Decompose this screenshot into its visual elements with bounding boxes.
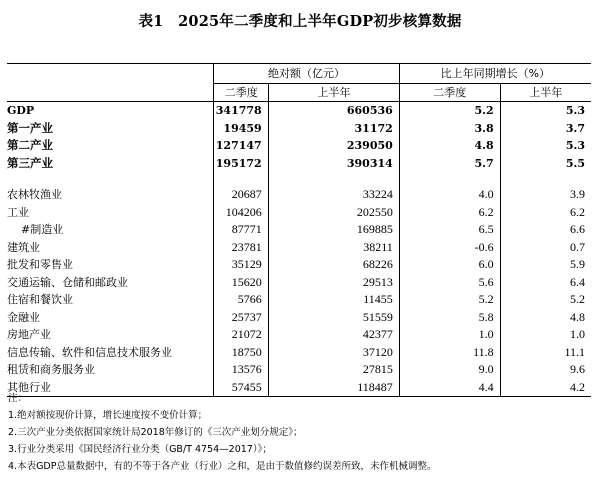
row-label: 批发和零售业 bbox=[7, 258, 73, 271]
cell-growth-q2: 5.2 bbox=[399, 102, 500, 120]
cell-growth-h1: 6.4 bbox=[500, 274, 591, 292]
cell-growth-h1: 3.9 bbox=[500, 186, 591, 204]
note-line: 3.行业分类采用《国民经济行业分类（GB/T 4754—2017）》； bbox=[8, 444, 272, 455]
row-label: 第二产业 bbox=[7, 138, 53, 152]
cell-h1: 31172 bbox=[268, 120, 399, 138]
row-label: #制造业 bbox=[21, 223, 64, 236]
cell-growth-h1: 5.5 bbox=[500, 155, 591, 173]
row-label: 住宿和餐饮业 bbox=[7, 293, 73, 306]
cell-h1: 37120 bbox=[268, 344, 399, 362]
cell-growth-h1: 4.8 bbox=[500, 309, 591, 327]
cell-q2: 87771 bbox=[214, 221, 268, 239]
row-label: 第三产业 bbox=[7, 155, 53, 170]
table-row bbox=[7, 274, 591, 292]
table-row bbox=[7, 137, 591, 155]
table-row bbox=[7, 326, 591, 344]
header-absolute-amount: 绝对额（亿元） bbox=[214, 64, 400, 84]
table-notes bbox=[8, 390, 593, 475]
cell-growth-h1: 6.2 bbox=[500, 204, 591, 222]
cell-q2: 21072 bbox=[214, 326, 268, 344]
row-label: 其他行业 bbox=[7, 379, 214, 397]
header-growth-q2: 二季度 bbox=[399, 84, 500, 102]
cell-q2: 5766 bbox=[214, 291, 268, 309]
cell-growth-q2: 5.7 bbox=[399, 155, 500, 173]
table-row bbox=[7, 344, 591, 362]
cell-q2: 19459 bbox=[214, 120, 268, 138]
header-row-periods bbox=[7, 84, 591, 102]
table-row bbox=[7, 361, 591, 379]
row-label: 交通运输、仓储和邮政业 bbox=[7, 275, 128, 289]
cell-h1: 202550 bbox=[268, 204, 399, 222]
cell-h1: 68226 bbox=[268, 256, 399, 274]
cell-growth-h1: 6.6 bbox=[500, 221, 591, 239]
note-header: 注： bbox=[8, 393, 28, 404]
cell-q2: 15620 bbox=[214, 274, 268, 292]
cell-q2: 25737 bbox=[214, 309, 268, 327]
cell-q2: 13576 bbox=[214, 361, 268, 379]
cell-growth-q2: 11.8 bbox=[399, 344, 500, 362]
cell-growth-q2: 6.0 bbox=[399, 256, 500, 274]
header-row-groups bbox=[7, 64, 591, 84]
cell-growth-q2: 1.0 bbox=[399, 326, 500, 344]
table-title: 表1 2025年二季度和上半年GDP初步核算数据 bbox=[138, 13, 462, 30]
cell-growth-q2: 5.6 bbox=[399, 274, 500, 292]
cell-growth-h1: 4.2 bbox=[500, 379, 591, 397]
cell-h1: 239050 bbox=[268, 137, 399, 155]
row-label: 信息传输、软件和信息技术服务业 bbox=[7, 345, 172, 359]
row-label: GDP bbox=[7, 104, 35, 117]
cell-growth-h1: 0.7 bbox=[500, 239, 591, 257]
gdp-table bbox=[7, 63, 591, 397]
cell-h1: 27815 bbox=[268, 361, 399, 379]
note-line: 1.绝对额按现价计算，增长速度按不变价计算； bbox=[8, 410, 208, 421]
cell-growth-q2: 6.5 bbox=[399, 221, 500, 239]
row-label: 工业 bbox=[7, 205, 29, 219]
cell-growth-h1: 9.6 bbox=[500, 361, 591, 379]
cell-growth-q2: 5.8 bbox=[399, 309, 500, 327]
cell-growth-q2: 5.2 bbox=[399, 291, 500, 309]
spacer-row bbox=[7, 172, 591, 186]
cell-h1: 33224 bbox=[268, 186, 399, 204]
row-label: 建筑业 bbox=[7, 240, 40, 254]
cell-q2: 195172 bbox=[214, 155, 268, 173]
row-label: 租赁和商务服务业 bbox=[7, 363, 95, 376]
cell-h1: 660536 bbox=[268, 102, 399, 120]
header-growth: 比上年同期增长（%） bbox=[399, 64, 591, 84]
cell-q2: 104206 bbox=[214, 204, 268, 222]
cell-h1: 11455 bbox=[268, 291, 399, 309]
cell-growth-h1: 5.3 bbox=[500, 102, 591, 120]
cell-h1: 51559 bbox=[268, 309, 399, 327]
row-label: 房地产业 bbox=[7, 328, 51, 341]
cell-h1: 390314 bbox=[268, 155, 399, 173]
row-label: 金融业 bbox=[7, 310, 40, 324]
table-row bbox=[7, 155, 591, 173]
table-row bbox=[7, 256, 591, 274]
cell-q2: 20687 bbox=[214, 186, 268, 204]
cell-q2: 18750 bbox=[214, 344, 268, 362]
cell-growth-q2: -0.6 bbox=[399, 239, 500, 257]
header-h1: 上半年 bbox=[268, 84, 399, 101]
table-row bbox=[7, 186, 591, 204]
cell-growth-h1: 5.9 bbox=[500, 256, 591, 274]
cell-h1: 29513 bbox=[268, 274, 399, 292]
table-row bbox=[7, 309, 591, 327]
cell-growth-q2: 4.0 bbox=[399, 186, 500, 204]
table-row bbox=[7, 102, 591, 120]
table-row bbox=[7, 120, 591, 138]
table-row bbox=[7, 221, 591, 239]
cell-h1: 42377 bbox=[268, 326, 399, 344]
cell-growth-q2: 6.2 bbox=[399, 204, 500, 222]
cell-q2: 127147 bbox=[214, 137, 268, 155]
cell-growth-h1: 5.3 bbox=[500, 137, 591, 155]
cell-growth-q2: 9.0 bbox=[399, 361, 500, 379]
row-label: 第一产业 bbox=[7, 120, 53, 135]
cell-h1: 118487 bbox=[268, 379, 399, 397]
cell-growth-q2: 3.8 bbox=[399, 120, 500, 138]
cell-growth-q2: 4.4 bbox=[399, 379, 500, 397]
note-line: 4.本表GDP总量数据中，有的不等于各产业（行业）之和，是由于数值修约误差所致，未作机械调整。 bbox=[8, 461, 437, 472]
cell-q2: 23781 bbox=[214, 239, 268, 257]
cell-h1: 169885 bbox=[268, 221, 399, 239]
cell-q2: 57455 bbox=[214, 379, 268, 397]
table-row bbox=[7, 239, 591, 257]
cell-growth-h1: 3.7 bbox=[500, 120, 591, 138]
header-growth-h1: 上半年 bbox=[500, 84, 591, 102]
row-label: 农林牧渔业 bbox=[7, 188, 62, 201]
cell-growth-h1: 1.0 bbox=[500, 326, 591, 344]
note-line: 2.三次产业分类依据国家统计局2018年修订的《三次产业划分规定》； bbox=[8, 427, 303, 438]
cell-h1: 38211 bbox=[268, 239, 399, 257]
cell-growth-h1: 5.2 bbox=[500, 291, 591, 309]
cell-growth-h1: 11.1 bbox=[500, 344, 591, 362]
header-q2: 二季度 bbox=[224, 86, 258, 99]
cell-q2: 35129 bbox=[214, 256, 268, 274]
cell-q2: 341778 bbox=[214, 102, 268, 120]
table-row bbox=[7, 291, 591, 309]
cell-growth-q2: 4.8 bbox=[399, 137, 500, 155]
table-row bbox=[7, 204, 591, 222]
